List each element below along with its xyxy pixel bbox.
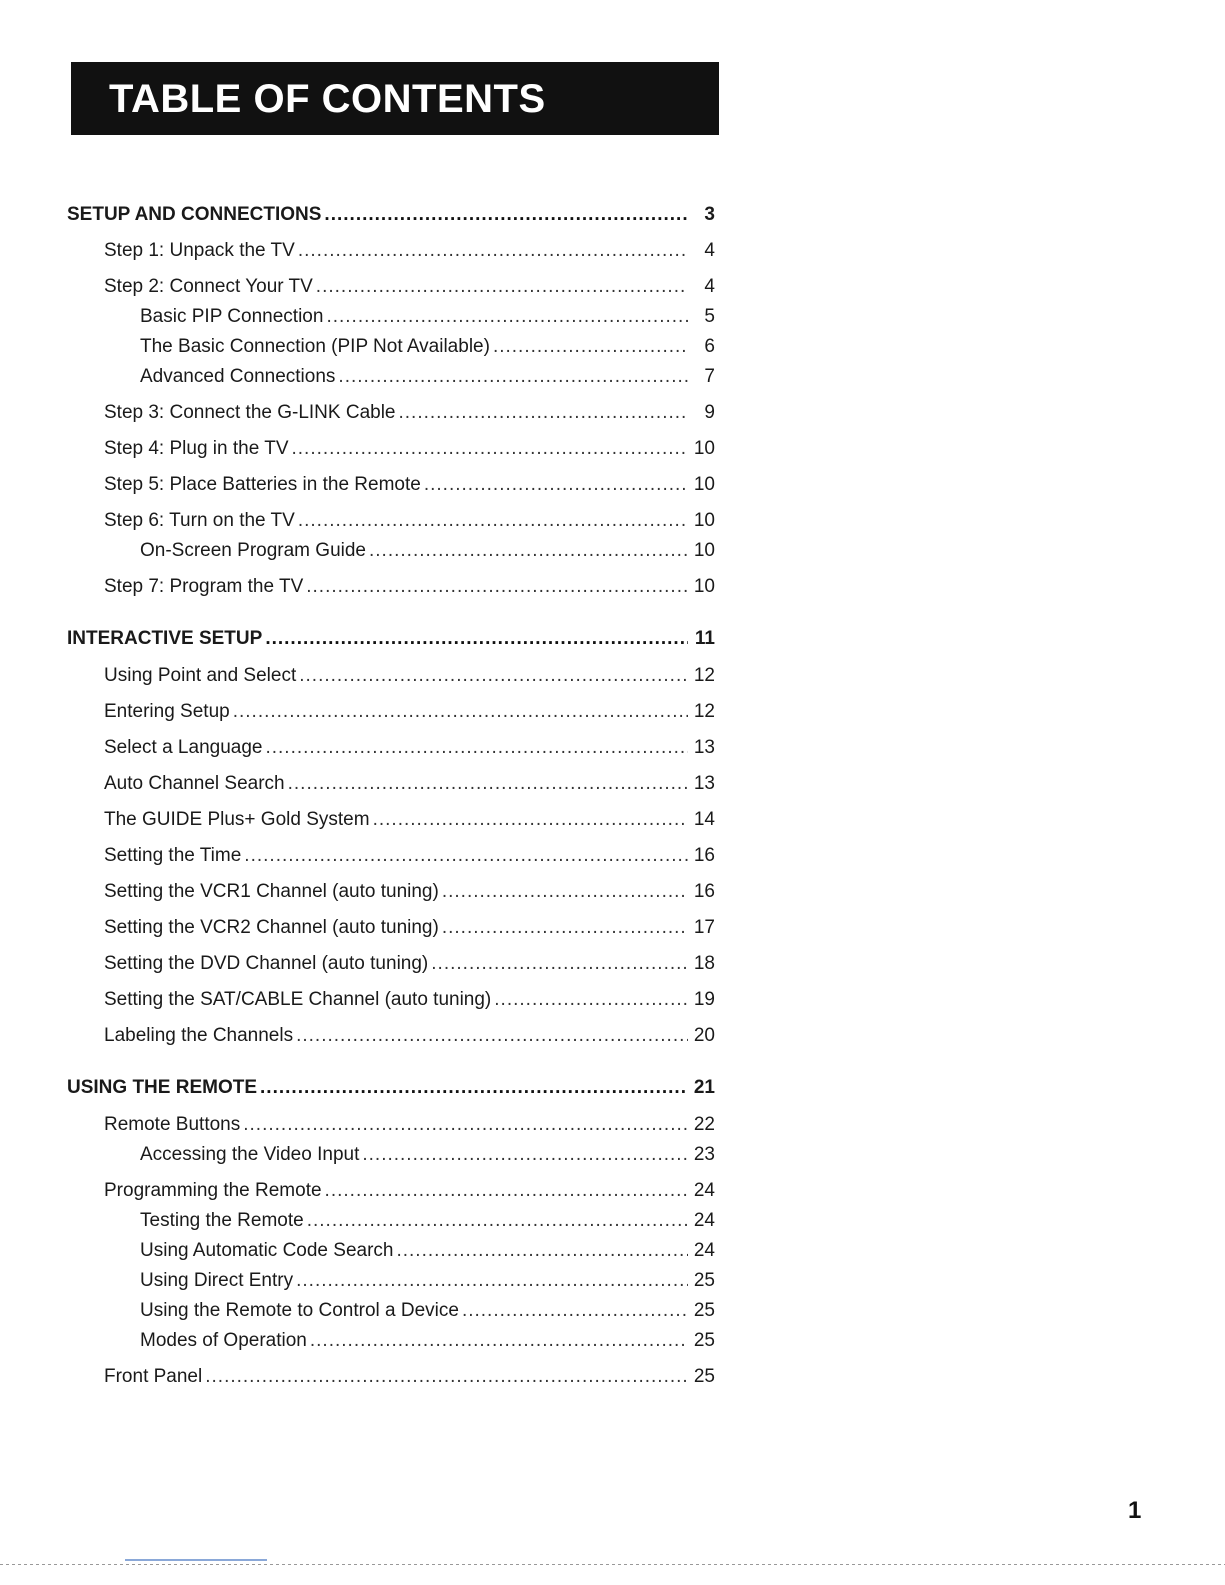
toc-entry-label: Using Direct Entry bbox=[140, 1270, 294, 1291]
toc-entry-page: 16 bbox=[693, 845, 715, 866]
dot-leader bbox=[431, 949, 688, 979]
toc-entry-page: 23 bbox=[693, 1144, 715, 1165]
toc-entry-label: Using the Remote to Control a Device bbox=[140, 1300, 459, 1321]
toc-entry[interactable] bbox=[67, 624, 715, 654]
toc-entry-label: Front Panel bbox=[104, 1366, 203, 1387]
toc-entry-label: The GUIDE Plus+ Gold System bbox=[104, 809, 370, 830]
toc-entry[interactable] bbox=[104, 913, 715, 943]
toc-entry-page: 20 bbox=[693, 1025, 715, 1046]
page-title: TABLE OF CONTENTS bbox=[109, 76, 546, 121]
toc-entry[interactable] bbox=[140, 332, 715, 362]
dot-leader bbox=[244, 841, 688, 871]
toc-entry-label: Step 3: Connect the G-LINK Cable bbox=[104, 402, 396, 423]
page-number: 1 bbox=[1128, 1497, 1142, 1524]
toc-entry-label: On-Screen Program Guide bbox=[140, 540, 366, 561]
dot-leader bbox=[265, 733, 688, 763]
toc-entry-label: Step 4: Plug in the TV bbox=[104, 438, 289, 459]
toc-entry-label: USING THE REMOTE bbox=[67, 1077, 258, 1098]
dot-leader bbox=[260, 1073, 688, 1103]
toc-entry-page: 10 bbox=[693, 474, 715, 495]
dot-leader bbox=[326, 302, 688, 332]
dot-leader bbox=[338, 362, 688, 392]
toc-entry-page: 13 bbox=[693, 773, 715, 794]
toc-entry-label: Select a Language bbox=[104, 737, 263, 758]
toc-entry[interactable] bbox=[104, 236, 715, 266]
dot-leader bbox=[296, 1021, 688, 1051]
toc-entry[interactable] bbox=[140, 1140, 715, 1170]
toc-entry[interactable] bbox=[104, 661, 715, 691]
toc-entry[interactable] bbox=[104, 1362, 715, 1392]
dot-leader bbox=[396, 1236, 688, 1266]
toc-entry-page: 10 bbox=[693, 540, 715, 561]
toc-entry-page: 10 bbox=[693, 438, 715, 459]
dot-leader bbox=[306, 572, 688, 602]
toc-entry[interactable] bbox=[140, 1206, 715, 1236]
toc-entry-page: 7 bbox=[704, 366, 715, 387]
toc-entry[interactable] bbox=[104, 877, 715, 907]
toc-entry-page: 14 bbox=[693, 809, 715, 830]
toc-entry-page: 4 bbox=[704, 276, 715, 297]
toc-entry-label: Setting the SAT/CABLE Channel (auto tuning) bbox=[104, 989, 492, 1010]
dot-leader bbox=[362, 1140, 688, 1170]
dot-leader bbox=[233, 697, 688, 727]
toc-entry-label: Advanced Connections bbox=[140, 366, 336, 387]
toc-entry[interactable] bbox=[104, 769, 715, 799]
toc-entry[interactable] bbox=[104, 1176, 715, 1206]
toc-entry[interactable] bbox=[104, 272, 715, 302]
toc-entry-page: 25 bbox=[693, 1270, 715, 1291]
toc-entry[interactable] bbox=[104, 1021, 715, 1051]
toc-entry[interactable] bbox=[140, 1296, 715, 1326]
toc-entry[interactable] bbox=[140, 536, 715, 566]
toc-entry-label: Programming the Remote bbox=[104, 1180, 322, 1201]
toc-entry-page: 24 bbox=[693, 1210, 715, 1231]
toc-entry-page: 6 bbox=[704, 336, 715, 357]
toc-entry-label: Using Automatic Code Search bbox=[140, 1240, 394, 1261]
toc-entry-label: Setting the Time bbox=[104, 845, 242, 866]
toc-entry-page: 18 bbox=[693, 953, 715, 974]
toc-entry-page: 25 bbox=[693, 1300, 715, 1321]
toc-entry-label: The Basic Connection (PIP Not Available) bbox=[140, 336, 490, 357]
dot-leader bbox=[205, 1362, 688, 1392]
toc-entry-label: Remote Buttons bbox=[104, 1114, 241, 1135]
toc-entry-page: 17 bbox=[693, 917, 715, 938]
dot-leader bbox=[288, 769, 688, 799]
toc-entry-label: Step 5: Place Batteries in the Remote bbox=[104, 474, 421, 495]
toc-entry-label: Basic PIP Connection bbox=[140, 306, 324, 327]
toc-entry-page: 5 bbox=[704, 306, 715, 327]
dot-leader bbox=[325, 1176, 688, 1206]
dot-leader bbox=[324, 200, 688, 230]
toc-entry-page: 19 bbox=[693, 989, 715, 1010]
toc-entry-label: Step 7: Program the TV bbox=[104, 576, 304, 597]
toc-entry-label: Step 1: Unpack the TV bbox=[104, 240, 295, 261]
toc-entry[interactable] bbox=[104, 434, 715, 464]
toc-entry[interactable] bbox=[104, 985, 715, 1015]
toc-entry-page: 16 bbox=[693, 881, 715, 902]
toc-entry[interactable] bbox=[140, 1266, 715, 1296]
dot-leader bbox=[442, 877, 688, 907]
toc-entry[interactable] bbox=[104, 841, 715, 871]
dot-leader bbox=[316, 272, 688, 302]
toc-entry-page: 25 bbox=[693, 1330, 715, 1351]
toc-entry-label: Labeling the Channels bbox=[104, 1025, 294, 1046]
dot-leader bbox=[265, 624, 688, 654]
toc-entry-page: 25 bbox=[693, 1366, 715, 1387]
dot-leader bbox=[307, 1206, 688, 1236]
toc-entry-page: 12 bbox=[693, 701, 715, 722]
toc-entry-page: 10 bbox=[693, 510, 715, 531]
toc-entry-page: 24 bbox=[693, 1240, 715, 1261]
toc-entry-label: Step 2: Connect Your TV bbox=[104, 276, 313, 297]
toc-entry-label: Setting the DVD Channel (auto tuning) bbox=[104, 953, 429, 974]
bottom-divider bbox=[0, 1564, 1225, 1565]
dot-leader bbox=[310, 1326, 688, 1356]
toc-entry[interactable] bbox=[140, 302, 715, 332]
dot-leader bbox=[399, 398, 689, 428]
toc-entry-label: Setting the VCR1 Channel (auto tuning) bbox=[104, 881, 439, 902]
toc-entry-label: Step 6: Turn on the TV bbox=[104, 510, 295, 531]
toc-entry-page: 12 bbox=[693, 665, 715, 686]
dot-leader bbox=[243, 1110, 688, 1140]
toc-entry[interactable] bbox=[140, 1326, 715, 1356]
toc-entry[interactable] bbox=[104, 398, 715, 428]
dot-leader bbox=[424, 470, 688, 500]
dot-leader bbox=[296, 1266, 688, 1296]
dot-leader bbox=[494, 985, 688, 1015]
toc-entry[interactable] bbox=[140, 1236, 715, 1266]
toc-entry-label: INTERACTIVE SETUP bbox=[67, 628, 263, 649]
toc-entry-label: Modes of Operation bbox=[140, 1330, 307, 1351]
toc-entry[interactable] bbox=[104, 470, 715, 500]
toc-entry-page: 13 bbox=[693, 737, 715, 758]
toc-entry[interactable] bbox=[67, 200, 715, 230]
toc-entry-label: Accessing the Video Input bbox=[140, 1144, 360, 1165]
dot-leader bbox=[298, 236, 688, 266]
toc-entry-page: 9 bbox=[704, 402, 715, 423]
toc-entry[interactable] bbox=[104, 1110, 715, 1140]
toc-entry[interactable] bbox=[140, 362, 715, 392]
toc-entry[interactable] bbox=[104, 697, 715, 727]
dot-leader bbox=[299, 661, 688, 691]
dot-leader bbox=[373, 805, 688, 835]
toc-entry-page: 4 bbox=[704, 240, 715, 261]
toc-entry-page: 21 bbox=[693, 1077, 715, 1098]
dot-leader bbox=[462, 1296, 688, 1326]
toc-entry[interactable] bbox=[104, 949, 715, 979]
toc-entry[interactable] bbox=[104, 506, 715, 536]
toc-entry-label: Using Point and Select bbox=[104, 665, 297, 686]
toc-entry[interactable] bbox=[104, 572, 715, 602]
toc-entry-label: Entering Setup bbox=[104, 701, 230, 722]
toc-entry-page: 3 bbox=[704, 204, 715, 225]
toc-entry-page: 10 bbox=[693, 576, 715, 597]
dot-leader bbox=[298, 506, 688, 536]
toc-entry[interactable] bbox=[104, 733, 715, 763]
toc-entry-page: 11 bbox=[694, 628, 715, 649]
toc-entry-label: Auto Channel Search bbox=[104, 773, 285, 794]
toc-entry[interactable] bbox=[67, 1073, 715, 1103]
toc-entry[interactable] bbox=[104, 805, 715, 835]
scan-artifact-line bbox=[125, 1559, 267, 1561]
dot-leader bbox=[442, 913, 688, 943]
toc-entry-page: 22 bbox=[693, 1114, 715, 1135]
toc-entry-label: Setting the VCR2 Channel (auto tuning) bbox=[104, 917, 439, 938]
toc-entry-label: SETUP AND CONNECTIONS bbox=[67, 204, 322, 225]
toc-entry-page: 24 bbox=[693, 1180, 715, 1201]
dot-leader bbox=[292, 434, 689, 464]
dot-leader bbox=[369, 536, 688, 566]
toc-entry-label: Testing the Remote bbox=[140, 1210, 304, 1231]
dot-leader bbox=[493, 332, 688, 362]
